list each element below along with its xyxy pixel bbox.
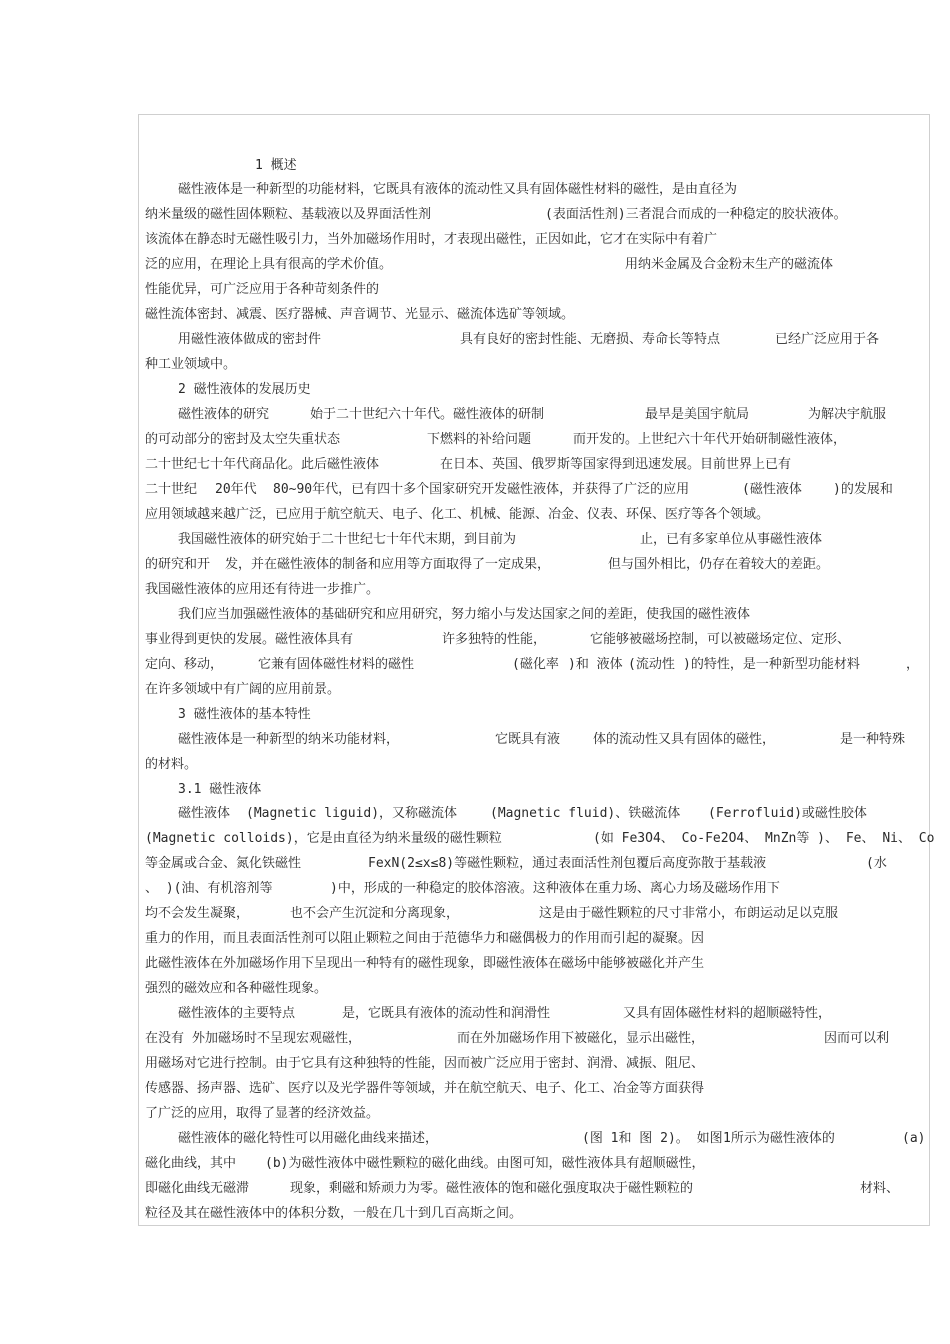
text-line: 为解决宇航服 bbox=[808, 407, 887, 422]
text-line: 用磁性液体做成的密封件 bbox=[178, 332, 322, 347]
text-line: 80~90年代，已有四十多个国家研究开发磁性液体，并获得了广泛的应用 bbox=[273, 482, 690, 497]
text-line: 应用领域越来越广泛，已应用于航空航天、电子、化工、机械、能源、冶金、仪表、环保、医疗等各个领域。 bbox=[145, 507, 770, 522]
text-line: (磁性液体 bbox=[742, 482, 802, 497]
text-line: 纳米量级的磁性固体颗粒、基载液以及界面活性剂 bbox=[145, 207, 432, 222]
text-line: 又具有固体磁性材料的超顺磁特性， bbox=[623, 1006, 832, 1021]
text-line: 3 磁性液体的基本特性 bbox=[178, 707, 311, 722]
text-line: 它能够被磁场控制，可以被磁场定位、定形、 bbox=[590, 632, 851, 647]
text-line: 许多独特的性能， bbox=[442, 632, 547, 647]
text-line: 磁化曲线，其中 bbox=[145, 1156, 237, 1171]
text-line: 我国磁性液体的研究始于二十世纪七十年代末期，到目前为 bbox=[178, 532, 517, 547]
text-line: 在日本、英国、俄罗斯等国家得到迅速发展。目前世界上已有 bbox=[440, 457, 792, 472]
text-line: 传感器、扬声器、选矿、医疗以及光学器件等领域，并在航空航天、电子、化工、冶金等方面获得 bbox=[145, 1081, 705, 1096]
text-line: )的特性，是一种新型功能材料 bbox=[683, 657, 860, 672]
text-line: 发，并在磁性液体的制备和应用等方面取得了一定成果， bbox=[225, 557, 551, 572]
text-line: (磁化率 bbox=[512, 657, 559, 672]
text-line: 强烈的磁效应和各种磁性现象。 bbox=[145, 981, 328, 996]
text-line: 磁性流体密封、减震、医疗器械、声音调节、光显示、磁流体选矿等领域。 bbox=[145, 307, 575, 322]
text-line: 具有良好的密封性能、无磨损、寿命长等特点 bbox=[460, 332, 721, 347]
text-line: (Magnetic colloids)，它是由直径为纳米量级的磁性颗粒 bbox=[145, 831, 502, 846]
text-line: 的可动部分的密封及太空失重状态 bbox=[145, 432, 341, 447]
text-line: 这是由于磁性颗粒的尺寸非常小，布朗运动足以克服 bbox=[539, 906, 839, 921]
text-line: 等金属或合金、氮化铁磁性 bbox=[145, 856, 302, 871]
text-line: 20年代 bbox=[215, 482, 257, 497]
text-line: 它既具有液 bbox=[495, 732, 561, 747]
text-line: 该流体在静态时无磁性吸引力，当外加磁场作用时，才表现出磁性，正因如此，它才在实际中有着广 bbox=[145, 232, 718, 247]
text-line: 我们应当加强磁性液体的基础研究和应用研究，努力缩小与发达国家之间的差距，使我国的磁性液体 bbox=[178, 607, 751, 622]
text-line: 的研究和开 bbox=[145, 557, 211, 572]
text-line: 用磁场对它进行控制。由于它具有这种独特的性能，因而被广泛应用于密封、润滑、减振、阻尼、 bbox=[145, 1056, 705, 1071]
text-line: (Magnetic liguid)，又称磁流体 bbox=[246, 806, 458, 821]
text-line: 我国磁性液体的应用还有待进一步推广。 bbox=[145, 582, 380, 597]
text-line: 定向、移动， bbox=[145, 657, 224, 672]
text-line: 3.1 磁性液体 bbox=[178, 782, 262, 797]
text-line: 磁性液体是一种新型的纳米功能材料， bbox=[178, 732, 400, 747]
text-line: (Ferrofluid)或磁性胶体 bbox=[708, 806, 867, 821]
text-line: (Magnetic fluid)、铁磁流体 bbox=[490, 806, 681, 821]
text-line: )的发展和 bbox=[833, 482, 893, 497]
text-line: 是，它既具有液体的流动性和润滑性 bbox=[342, 1006, 551, 1021]
text-line: 磁性液体的研究 bbox=[178, 407, 270, 422]
text-line: 1所示为磁性液体的 bbox=[723, 1131, 835, 1146]
text-line: 它兼有固体磁性材料的磁性 bbox=[258, 657, 415, 672]
text-line: 止，已有多家单位从事磁性液体 bbox=[640, 532, 823, 547]
text-line: )中，形成的一种稳定的胶体溶液。这种液体在重力场、离心力场及磁场作用下 bbox=[330, 881, 780, 896]
text-line: 现象，剩磁和矫顽力为零。磁性液体的饱和磁化强度取决于磁性颗粒的 bbox=[290, 1181, 694, 1196]
text-line: )和 液体 bbox=[568, 657, 623, 672]
text-line: 性能优异，可广泛应用于各种苛刻条件的 bbox=[145, 282, 380, 297]
text-line: FexN(2≤x≤8)等磁性颗粒，通过表面活性剂包覆后高度弥散于基载液 bbox=[368, 856, 767, 871]
text-line: 此磁性液体在外加磁场作用下呈现出一种特有的磁性现象，即磁性液体在磁场中能够被磁化并产生 bbox=[145, 956, 705, 971]
text-line: 重力的作用，而且表面活性剂可以阻止颗粒之间由于范德华力和磁偶极力的作用而引起的凝聚。因 bbox=[145, 931, 705, 946]
text-line: 事业得到更快的发展。磁性液体具有 bbox=[145, 632, 354, 647]
text-line: 泛的应用，在理论上具有很高的学术价值。 bbox=[145, 257, 393, 272]
text-line: (a) bbox=[902, 1131, 926, 1146]
text-line: 下燃料的补给问题 bbox=[427, 432, 532, 447]
text-line: 但与国外相比，仍存在着较大的差距。 bbox=[608, 557, 830, 572]
text-line: 磁性液体 bbox=[178, 806, 231, 821]
text-line: 磁性液体的磁化特性可以用磁化曲线来描述， bbox=[178, 1131, 439, 1146]
text-line: 材料、 bbox=[860, 1181, 900, 1196]
text-line: 外加磁场时不呈现宏观磁性， bbox=[192, 1031, 362, 1046]
text-line: 二十世纪 bbox=[145, 482, 198, 497]
text-line: 粒径及其在磁性液体中的体积分数，一般在几十到几百高斯之间。 bbox=[145, 1206, 523, 1221]
text-line: 也不会产生沉淀和分离现象， bbox=[290, 906, 460, 921]
text-line: 而开发的。上世纪六十年代开始研制磁性液体， bbox=[573, 432, 847, 447]
text-line: (图 1和 图 2)。 如图 bbox=[582, 1131, 723, 1146]
text-line: ， bbox=[906, 657, 920, 672]
text-line: 种工业领域中。 bbox=[145, 357, 237, 372]
text-line: 2 磁性液体的发展历史 bbox=[178, 382, 311, 397]
text-line: 体的流动性又具有固体的磁性， bbox=[593, 732, 776, 747]
text-line: 已经广泛应用于各 bbox=[775, 332, 880, 347]
text-line: 1 概述 bbox=[255, 158, 297, 173]
text-line: 、 )(油、有机溶剂等 bbox=[145, 881, 273, 896]
text-line: (b)为磁性液体中磁性颗粒的磁化曲线。由图可知，磁性液体具有超顺磁性， bbox=[265, 1156, 705, 1171]
text-line: (表面活性剂)三者混合而成的一种稳定的胶状液体。 bbox=[545, 207, 847, 222]
text-line: 磁性液体的主要特点 bbox=[178, 1006, 296, 1021]
text-line: 的材料。 bbox=[145, 757, 198, 772]
text-line: (如 Fe3O4、 Co-Fe2O4、 MnZn等 )、 Fe、 Ni、 Co bbox=[593, 831, 935, 846]
text-line: (水 bbox=[866, 856, 887, 871]
text-line: 用纳米金属及合金粉末生产的磁流体 bbox=[625, 257, 834, 272]
text-line: 因而可以利 bbox=[824, 1031, 890, 1046]
text-line: 了广泛的应用，取得了显著的经济效益。 bbox=[145, 1106, 380, 1121]
text-line: 二十世纪七十年代商品化。此后磁性液体 bbox=[145, 457, 380, 472]
text-line: 是一种特殊 bbox=[840, 732, 906, 747]
text-line: 在没有 bbox=[145, 1031, 185, 1046]
text-line: 均不会发生凝聚， bbox=[145, 906, 250, 921]
text-line: 磁性液体是一种新型的功能材料，它既具有液体的流动性又具有固体磁性材料的磁性，是由直径为 bbox=[178, 182, 738, 197]
text-line: 最早是美国宇航局 bbox=[645, 407, 750, 422]
text-line: 即磁化曲线无磁滞 bbox=[145, 1181, 250, 1196]
text-line: 始于二十世纪六十年代。磁性液体的研制 bbox=[310, 407, 545, 422]
text-line: 在许多领域中有广阔的应用前景。 bbox=[145, 682, 341, 697]
text-line: 而在外加磁场作用下被磁化，显示出磁性， bbox=[457, 1031, 705, 1046]
text-line: (流动性 bbox=[628, 657, 675, 672]
